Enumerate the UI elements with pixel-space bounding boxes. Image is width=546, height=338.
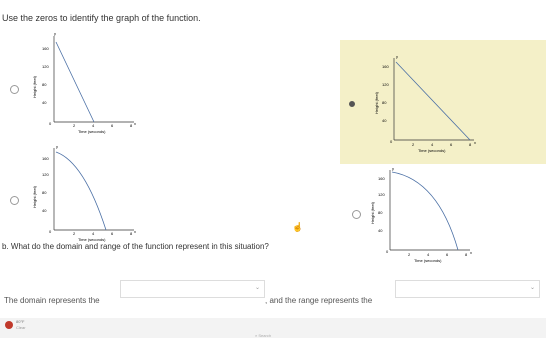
- x-tick: 2: [408, 252, 411, 257]
- y-tick: 120: [42, 172, 49, 177]
- y-tick: 120: [382, 82, 389, 87]
- domain-prefix-text: The domain represents the: [4, 296, 100, 305]
- y-tick: 40: [378, 228, 383, 233]
- graph-option-d[interactable]: [366, 164, 476, 266]
- y-tick: 80: [42, 190, 47, 195]
- y-tick: 160: [42, 156, 49, 161]
- graph-option-c[interactable]: [24, 142, 139, 246]
- question-text: Use the zeros to identify the graph of the function.: [2, 13, 201, 23]
- x-tick: 2: [73, 231, 76, 236]
- option-b-radio[interactable]: [349, 101, 355, 107]
- x-tick: 4: [427, 252, 430, 257]
- y-tick: 40: [42, 100, 47, 105]
- function-curve: [396, 62, 470, 140]
- y-axis-letter: y: [392, 166, 394, 171]
- search-icon: ⌕: [255, 333, 258, 338]
- x-axis-label: Time (seconds): [414, 258, 442, 263]
- x-tick: 6: [111, 231, 114, 236]
- x-tick: 8: [130, 231, 133, 236]
- function-curve: [56, 42, 94, 122]
- weather-moon-icon: [4, 320, 14, 330]
- origin-tick: 0: [390, 139, 393, 144]
- x-tick: 6: [450, 142, 453, 147]
- origin-tick: 0: [49, 121, 52, 126]
- x-tick: 2: [73, 123, 76, 128]
- y-tick: 160: [382, 64, 389, 69]
- range-dropdown[interactable]: [395, 280, 540, 298]
- x-axis-letter: x: [474, 140, 476, 145]
- origin-tick: 0: [49, 229, 52, 234]
- y-axis-letter: y: [56, 144, 58, 149]
- x-tick: 4: [92, 231, 95, 236]
- graph-option-b[interactable]: [370, 52, 480, 154]
- option-a-radio[interactable]: [10, 85, 19, 94]
- x-tick: 4: [431, 142, 434, 147]
- x-tick: 8: [465, 252, 468, 257]
- y-tick: 40: [382, 118, 387, 123]
- function-curve: [392, 172, 458, 250]
- y-tick: 160: [378, 176, 385, 181]
- y-tick: 80: [42, 82, 47, 87]
- y-axis-label: Height (feet): [32, 185, 37, 208]
- taskbar-search[interactable]: [255, 333, 271, 338]
- x-tick: 8: [469, 142, 472, 147]
- y-tick: 80: [378, 210, 383, 215]
- option-d-radio[interactable]: [352, 210, 361, 219]
- part-b-question: b. What do the domain and range of the function represent in this situation?: [2, 242, 269, 251]
- taskbar: [0, 318, 546, 338]
- domain-dropdown[interactable]: [120, 280, 265, 298]
- x-tick: 6: [446, 252, 449, 257]
- y-tick: 80: [382, 100, 387, 105]
- y-axis-label: Height (feet): [32, 75, 37, 98]
- x-axis-label: Time (seconds): [78, 129, 106, 134]
- y-axis-label: Height (feet): [370, 201, 375, 224]
- y-axis-letter: y: [396, 54, 398, 59]
- search-placeholder: Search: [258, 333, 272, 338]
- x-tick: 8: [130, 123, 133, 128]
- function-curve: [56, 152, 106, 230]
- y-tick: 120: [378, 192, 385, 197]
- weather-temp: 80°F: [16, 319, 25, 324]
- chevron-down-icon: ⌄: [254, 285, 260, 291]
- chevron-down-icon: ⌄: [529, 285, 535, 291]
- weather-widget[interactable]: [2, 318, 32, 336]
- mouse-cursor-icon: ☝: [292, 222, 304, 232]
- x-tick: 4: [92, 123, 95, 128]
- x-axis-letter: x: [470, 250, 472, 255]
- y-tick: 120: [42, 64, 49, 69]
- y-axis-label: Height (feet): [374, 91, 379, 114]
- x-axis-label: Time (seconds): [78, 237, 106, 242]
- x-axis-label: Time (seconds): [418, 148, 446, 153]
- option-c-radio[interactable]: [10, 196, 19, 205]
- x-tick: 2: [412, 142, 415, 147]
- x-tick: 6: [111, 123, 114, 128]
- range-middle-text: , and the range represents the: [265, 296, 373, 305]
- y-axis-letter: y: [54, 31, 56, 36]
- graph-option-a[interactable]: [24, 30, 139, 134]
- weather-condition: Clear: [16, 325, 26, 330]
- origin-tick: 0: [386, 249, 389, 254]
- x-axis-letter: x: [134, 121, 136, 126]
- y-tick: 40: [42, 208, 47, 213]
- x-axis-letter: x: [134, 229, 136, 234]
- y-tick: 160: [42, 46, 49, 51]
